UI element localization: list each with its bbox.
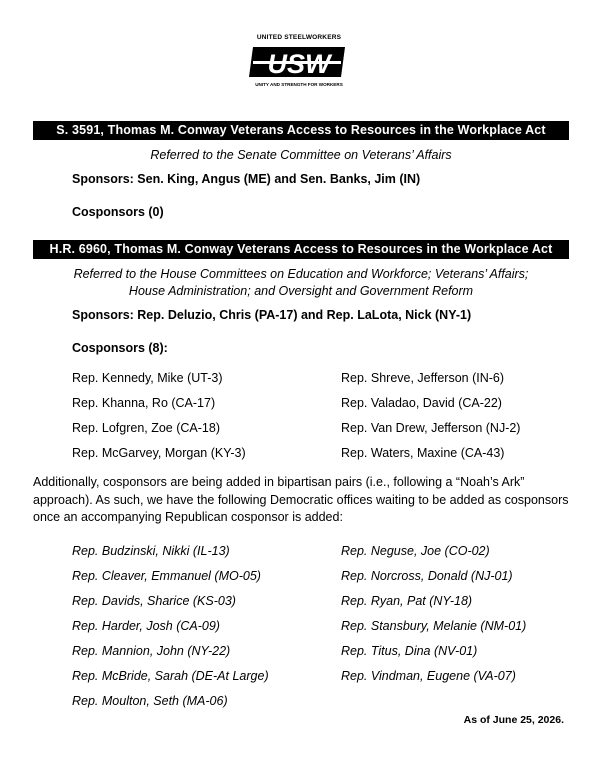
- cosponsor-item: Rep. Shreve, Jefferson (IN-6): [341, 371, 505, 385]
- cosponsor-item: Rep. Waters, Maxine (CA-43): [341, 446, 505, 460]
- waiting-office-item: Rep. Vindman, Eugene (VA-07): [341, 669, 516, 683]
- house-bill-title: H.R. 6960, Thomas M. Conway Veterans Access to Resources in the Workplace Act: [33, 240, 569, 259]
- senate-referral: Referred to the Senate Committee on Veterans’ Affairs: [150, 148, 452, 162]
- waiting-office-item: Rep. Mannion, John (NY-22): [72, 644, 231, 658]
- waiting-office-item: Rep. Davids, Sharice (KS-03): [72, 594, 236, 608]
- waiting-office-item: Rep. Ryan, Pat (NY-18): [341, 594, 473, 608]
- house-referral-line-2: House Administration; and Oversight and Government Reform: [128, 284, 474, 298]
- waiting-office-item: Rep. Harder, Josh (CA-09): [72, 619, 220, 633]
- senate-bill-title: S. 3591, Thomas M. Conway Veterans Access to Resources in the Workplace Act: [33, 121, 569, 140]
- senate-sponsors: Sponsors: Sen. King, Angus (ME) and Sen. Banks, Jim (IN): [72, 172, 421, 186]
- house-referral-line-1: Referred to the House Committees on Education and Workforce; Veterans’ Affairs;: [73, 267, 529, 281]
- waiting-office-item: Rep. Budzinski, Nikki (IL-13): [72, 544, 230, 558]
- waiting-office-item: Rep. McBride, Sarah (DE-At Large): [72, 669, 269, 683]
- waiting-office-item: Rep. Neguse, Joe (CO-02): [341, 544, 490, 558]
- logo-top-text: UNITED STEELWORKERS: [256, 34, 342, 41]
- cosponsor-item: Rep. Lofgren, Zoe (CA-18): [72, 421, 220, 435]
- logo-tagline: UNITY AND STRENGTH FOR WORKERS: [255, 82, 343, 87]
- waiting-office-item: Rep. Norcross, Donald (NJ-01): [341, 569, 513, 583]
- cosponsor-item: Rep. Khanna, Ro (CA-17): [72, 396, 216, 410]
- as-of-date: As of June 25, 2026.: [463, 714, 564, 726]
- house-cosponsors-heading: Cosponsors (8):: [72, 341, 168, 355]
- waiting-office-item: Rep. Titus, Dina (NV-01): [341, 644, 478, 658]
- bipartisan-pairs-paragraph: Additionally, cosponsors are being added in bipartisan pairs (i.e., following a “Noah’s Ark” approach). As such, we have the following Democratic offices waiting to be added as cosponsors once an accompanying Republican cosponsor is added:: [33, 475, 569, 524]
- cosponsor-item: Rep. McGarvey, Morgan (KY-3): [72, 446, 246, 460]
- cosponsor-item: Rep. Kennedy, Mike (UT-3): [72, 371, 223, 385]
- usw-logo-mark: [249, 43, 349, 81]
- usw-logo: [243, 34, 355, 90]
- cosponsor-item: Rep. Van Drew, Jefferson (NJ-2): [341, 421, 521, 435]
- cosponsor-item: Rep. Valadao, David (CA-22): [341, 396, 502, 410]
- waiting-office-item: Rep. Stansbury, Melanie (NM-01): [341, 619, 527, 633]
- senate-cosponsors: Cosponsors (0): [72, 205, 164, 219]
- house-sponsors: Sponsors: Rep. Deluzio, Chris (PA-17) and Rep. LaLota, Nick (NY-1): [72, 308, 472, 322]
- waiting-office-item: Rep. Moulton, Seth (MA-06): [72, 694, 228, 708]
- logo-mark-text: USW: [267, 49, 331, 79]
- waiting-office-item: Rep. Cleaver, Emmanuel (MO-05): [72, 569, 261, 583]
